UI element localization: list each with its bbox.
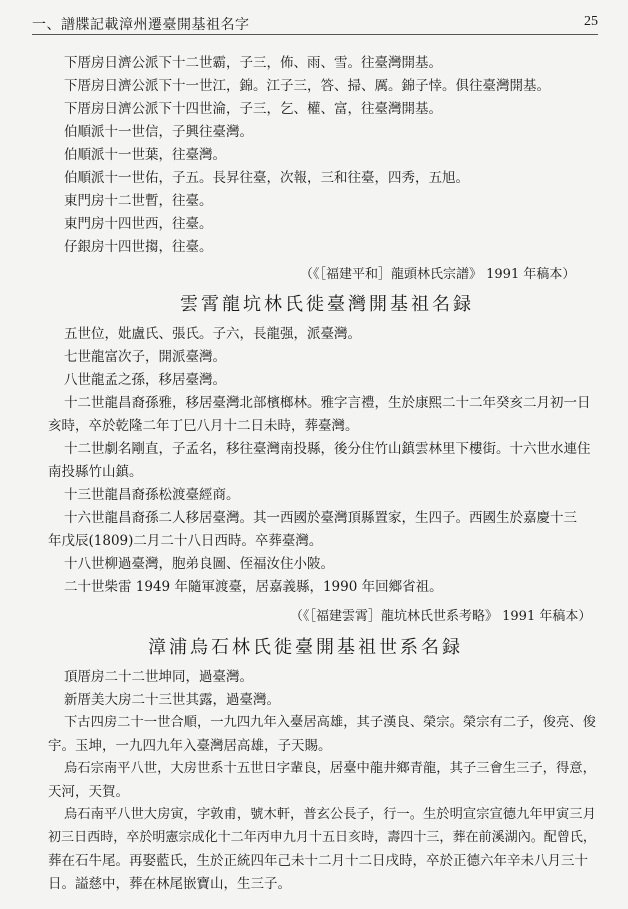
text-line: 新厝美大房二十三世其露，過臺灣。 xyxy=(64,692,280,708)
text-line: 頂厝房二十二世坤同，過臺灣。 xyxy=(64,669,253,685)
text-line: 烏石宗南平八世，大房世系十五世日字輩良，居臺中龍井鄉青龍，其子三會生三子，得意， xyxy=(64,761,596,776)
source-citation: （《［福建平和］龍頭林氏宗譜》 1991 年稿本） xyxy=(300,267,576,282)
page-header xyxy=(32,12,598,35)
source-citation: （《［福建雲霄］龍坑林氏世系考略》 1991 年稿本） xyxy=(290,609,592,624)
text-line: 年戊辰(1809)二月二十八日西時。卒葬臺灣。 xyxy=(48,533,323,549)
text-line: 十三世龍昌裔孫松渡臺經商。 xyxy=(64,487,240,503)
text-line: 七世龍富次子，開派臺灣。 xyxy=(64,349,226,365)
text-line: 南投縣竹山鎮。 xyxy=(48,464,143,480)
text-line: 烏石南平八世大房寅，字敦甫，號木軒，普玄公長子，行一。生於明宣宗宣德九年甲寅三月 xyxy=(64,807,596,822)
text-line: 初三日西時，卒於明憲宗成化十二年丙申九月十五日亥時，壽四十三，葬在前溪湖內。配曾氏， xyxy=(48,830,596,845)
text-line: 伯順派十一世信，子興往臺灣。 xyxy=(64,124,253,140)
text-line: 二十世柴雷 1949 年隨軍渡臺，居嘉義縣，1990 年回鄉省祖。 xyxy=(64,579,443,595)
section-title: 雲霄龍坑林氏徙臺灣開基祖名録 xyxy=(180,294,474,315)
text-line: 日。謚慈中，葬在林尾嵌寶山，生三子。 xyxy=(48,876,291,892)
text-line: 東門房十二世暫，往臺。 xyxy=(64,193,213,209)
text-line: 亥時，卒於乾隆二年丁巳八月十二日未時，葬臺灣。 xyxy=(48,418,359,434)
text-line: 葬在石牛尾。再娶藍氏，生於正統四年己未十二月十二日戌時，卒於正德六年辛未八月三十 xyxy=(48,853,588,869)
text-line: 五世位，妣盧氏、張氏。子六，長龍强，派臺灣。 xyxy=(64,326,361,342)
chapter-heading: 一、譜牒記載漳州遷臺開基祖名字 xyxy=(32,17,250,33)
text-line: 十八世柳過臺灣，胞弟良圖、侄福汝住小陂。 xyxy=(64,556,334,572)
text-line: 天河，天賀。 xyxy=(48,784,129,800)
text-line: 宇。玉坤，一九四九年入臺灣居高雄，子天賜。 xyxy=(48,738,332,754)
text-line: 十二世劇名剛直，子孟名，移往臺灣南投縣，後分住竹山鎮雲林里下樓街。十六世水連住 xyxy=(64,441,591,457)
text-line: 十六世龍昌裔孫二人移居臺灣。其一西國於臺灣頂縣置家，生四子。西國生於嘉慶十三 xyxy=(64,510,577,526)
text-line: 十二世龍昌裔孫雅，移居臺灣北部檳榔林。雅字言禮，生於康熙二十二年癸亥二月初一日 xyxy=(64,395,591,411)
text-line: 仔銀房十四世搊，往臺。 xyxy=(64,239,213,255)
text-line: 下厝房日濟公派下十四世淪，子三，乞、權、富，往臺灣開基。 xyxy=(64,101,442,117)
text-line: 伯順派十一世葉，往臺灣。 xyxy=(64,147,226,163)
section-title: 漳浦烏石林氏徙臺開基祖世系名録 xyxy=(148,637,463,658)
text-line: 下古四房二十一世合順，一九四九年入臺居高雄，其子漢良、榮宗。榮宗有二子，俊亮、俊 xyxy=(64,715,596,730)
text-line: 下厝房日濟公派下十二世霸，子三，佈、雨、雪。往臺灣開基。 xyxy=(64,55,442,71)
text-line: 下厝房日濟公派下十一世江，錦。江子三，答、掃、厲。錦子悻。俱往臺灣開基。 xyxy=(64,78,550,94)
text-line: 八世龍孟之孫，移居臺灣。 xyxy=(64,372,226,388)
text-line: 東門房十四世西，往臺。 xyxy=(64,216,213,232)
text-line: 伯順派十一世佑，子五。長昇往臺，次報，三和往臺，四秀，五旭。 xyxy=(64,170,469,186)
page-number: 25 xyxy=(584,14,598,29)
